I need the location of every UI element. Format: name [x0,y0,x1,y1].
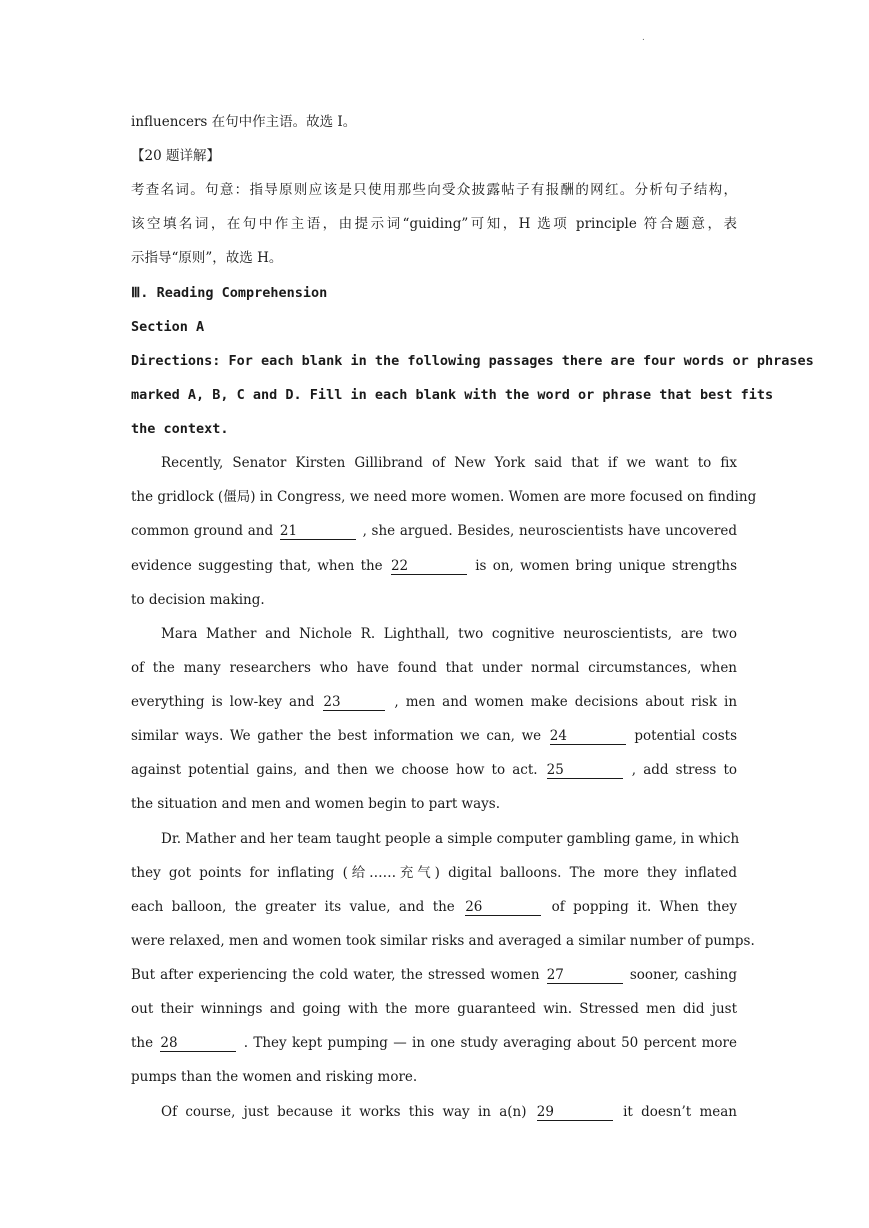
section-heading: Ⅲ. Reading Comprehension [131,285,328,301]
passage-line: of the many researchers who have found that under normal circumstances, when [131,660,737,676]
passage-text: it doesn’t mean [623,1104,737,1120]
passage-line: pumps than the women and risking more. [131,1069,418,1085]
blank-24: 24 [550,728,626,745]
question-20-heading: 【20 题详解】 [131,148,220,164]
passage-line: Dr. Mather and her team taught people a simple computer gambling game, in which [161,831,740,847]
passage-text: of popping it. When they [551,899,737,915]
explanation-line-5: 示指导“原则”，故选 H。 [131,250,283,266]
passage-line: to decision making. [131,592,265,608]
passage-text: each balloon, the greater its value, and the [131,899,455,915]
directions-line-3: the context. [131,421,229,437]
passage-text: is on, women bring unique strengths [475,558,738,574]
directions-line-1: Directions: For each blank in the following passages there are four words or phrases [131,353,814,369]
passage-line: Mara Mather and Nichole R. Lighthall, two cognitive neuroscientists, are two [161,626,737,642]
passage-text: evidence suggesting that, when the [131,558,383,574]
passage-line: Recently, Senator Kirsten Gillibrand of New York said that if we want to fix [161,455,737,471]
passage-line [131,693,737,711]
passage-text: . They kept pumping — in one study averaging about 50 percent more [243,1035,737,1051]
blank-28: 28 [160,1035,236,1052]
blank-21: 21 [280,523,356,540]
passage-text: common ground and [131,523,274,539]
blank-25: 25 [547,762,623,779]
blank-23: 23 [323,694,385,711]
passage-text: the [131,1035,154,1051]
passage-line [131,557,737,575]
passage-line [131,1034,737,1052]
passage-text: similar ways. We gather the best information we can, we [131,728,542,744]
passage-line: out their winnings and going with the more guaranteed win. Stressed men did just [131,1001,737,1017]
passage-text: , men and women make decisions about risk in [394,694,738,710]
passage-line [131,761,737,779]
explanation-line-4: 该空填名词，在句中作主语，由提示词“guiding”可知，H 选项 principle 符合题意，表 [131,216,737,232]
subsection-heading: Section A [131,319,205,335]
passage-text: But after experiencing the cold water, the stressed women [131,967,540,983]
explanation-line-3: 考查名词。句意：指导原则应该是只使用那些向受众披露帖子有报酬的网红。分析句子结构， [131,182,737,198]
blank-26: 26 [465,899,541,916]
blank-29: 29 [537,1104,613,1121]
blank-22: 22 [391,558,467,575]
passage-line: the situation and men and women begin to part ways. [131,796,500,812]
passage-text: , she argued. Besides, neuroscientists have uncovered [362,523,738,539]
passage-line [131,1103,737,1121]
passage-line: they got points for inflating (给……充气) digital balloons. The more they inflated [131,865,737,881]
passage-text: Of course, just because it works this way in a(n) [161,1104,527,1120]
passage-line [131,522,737,540]
passage-line: were relaxed, men and women took similar risks and averaged a similar number of pumps. [131,933,755,949]
passage-text: everything is low-key and [131,694,315,710]
explanation-line-1: influencers 在句中作主语。故选 I。 [131,114,357,130]
passage-text: sooner, cashing [629,967,737,983]
passage-text: potential costs [634,728,737,744]
passage-line [131,898,737,916]
passage-line: the gridlock (僵局) in Congress, we need more women. Women are more focused on finding [131,489,757,505]
passage-text: against potential gains, and then we choose how to act. [131,762,538,778]
page-marker: . [642,32,645,43]
passage-line [131,727,737,745]
directions-line-2: marked A, B, C and D. Fill in each blank with the word or phrase that best fits [131,387,774,403]
passage-line [131,966,737,984]
blank-27: 27 [547,967,623,984]
passage-text: , add stress to [631,762,737,778]
